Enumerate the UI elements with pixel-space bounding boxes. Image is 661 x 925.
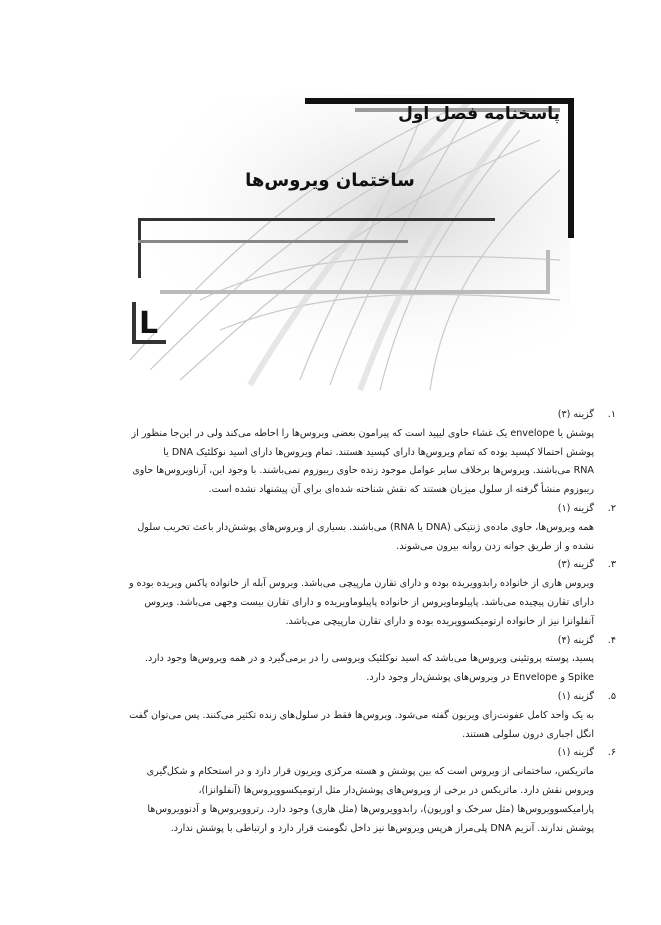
answer-line: Spike و Envelope در ویروس‌های پوشش‌دار وجود دارد.	[366, 672, 594, 684]
header-right-bar	[568, 98, 574, 238]
mid-rule-lower	[138, 240, 408, 243]
chapter-header-artwork	[0, 0, 661, 400]
answer-list	[96, 406, 616, 838]
answer-line: همه ویروس‌ها، حاوی ماده‌ی ژنتیکی (DNA یا RNA) می‌باشند. بسیاری از ویروس‌های پوشش‌دار باعث تخریب سلول	[137, 521, 594, 533]
answer-line: پارامیکسوویروس‌ها (مثل سرخک و اوریون)، رابدوویروس‌ها (مثل هاری) وجود دارد. رتروویروس‌ها و آدنوویروس‌ها	[147, 803, 594, 815]
chapter-title: پاسخنامه فصل اول	[398, 104, 560, 124]
answer-item	[96, 632, 616, 688]
answer-option: گزینه (۱)	[557, 747, 594, 759]
answer-line: ماتریکس، ساختمانی از ویروس است که بین پوشش و هسته مرکزی ویریون قرار دارد و در استحکام و شکل‌گیری	[146, 766, 594, 778]
subject-title: ساختمان ویروس‌ها	[245, 170, 415, 191]
answer-number: ۵.	[607, 690, 616, 702]
answer-number: ۲.	[607, 502, 616, 514]
answer-item	[96, 744, 616, 838]
answer-option: گزینه (۱)	[557, 690, 594, 702]
answer-line: ریبوزوم منشأ گرفته از سلول میزبان هستند که نقش شناخته شده‌ای برای آن پیشنهاد نشده است.	[208, 484, 594, 496]
answer-option: گزینه (۳)	[557, 409, 594, 420]
answer-line: دارای تقارن پیچیده می‌باشد. پاپیلوماویروس از خانواده پاپیلوماویریده و دارای تقارن بیست وجهی می‌باشد. ویروس	[144, 596, 594, 608]
answer-item	[96, 500, 616, 556]
answer-item	[96, 406, 616, 500]
answer-line: پسید، پوسته پروتئینی ویروس‌ها می‌باشد که اسید نوکلئیک ویروسی را در برمی‌گیرد و در همه ویروس‌ها وجود دارد.	[144, 653, 594, 665]
answer-option: گزینه (۳)	[557, 559, 594, 571]
chapter-letter: L	[139, 306, 159, 341]
answer-line: نشده و از طریق جوانه زدن روانه بیرون می‌شوند.	[396, 540, 594, 552]
answer-line: آنفلوانزا نیز از خانواده ارتومیکسوویریده بوده و دارای تقارن مارپیچی می‌باشد.	[285, 615, 594, 627]
answer-line: ویروس نقش دارد. ماتریکس در برخی از ویروس‌های پوشش‌دار مثل ارتومیکسوویروس‌ها (آنفلوانزا)،	[198, 784, 594, 796]
answer-number: ۶.	[607, 747, 616, 759]
corner-mark-vertical	[132, 302, 136, 344]
mid-rule-upper	[138, 218, 495, 221]
answer-number: ۴.	[607, 634, 616, 646]
answer-option: گزینه (۱)	[557, 502, 594, 514]
answer-line: پوشش یا envelope یک غشاء حاوی لیپید است که پیرامون بعضی ویروس‌ها را احاطه می‌کند ولی در این‌جا منظور از	[131, 427, 594, 439]
answer-line: انگل اجباری درون سلولی هستند.	[462, 728, 594, 740]
answer-number: ۱.	[607, 409, 616, 420]
answer-line: RNA می‌باشند. ویروس‌ها برخلاف سایر عوامل موجود زنده حاوی ریبوزوم نمی‌باشند. با وجود این، آرناویروس‌ها حاوی	[132, 465, 594, 477]
answer-item	[96, 688, 616, 744]
answer-option: گزینه (۴)	[557, 634, 594, 646]
answer-line: پوشش ندارند. آنزیم DNA پلی‌مراز هرپس ویروس‌ها نیز داخل تگومنت قرار دارد و ارتباطی با پوشش ندارد.	[170, 822, 594, 834]
answer-line: ویروس هاری از خانواده رابدوویریده بوده و دارای تقارن مارپیچی می‌باشد. ویروس آبله از خانواده پاکس ویریده بوده و	[128, 578, 594, 590]
answer-item	[96, 556, 616, 631]
answer-line: به یک واحد کامل عفونت‌زای ویریون گفته می‌شود. ویروس‌ها فقط در سلول‌های زنده تکثیر می‌کنند. پس می‌توان گفت	[129, 709, 594, 721]
mid-rule-left	[138, 218, 141, 278]
answer-number: ۳.	[607, 559, 616, 571]
answer-line: پوشش احتمالا کپسید بوده که تمام ویروس‌ها دارای کپسید هستند. تمام ویروس‌ها دارای اسید نوکلئیک DNA یا	[163, 446, 594, 458]
lower-rule-right	[546, 250, 550, 294]
lower-rule	[160, 290, 550, 294]
